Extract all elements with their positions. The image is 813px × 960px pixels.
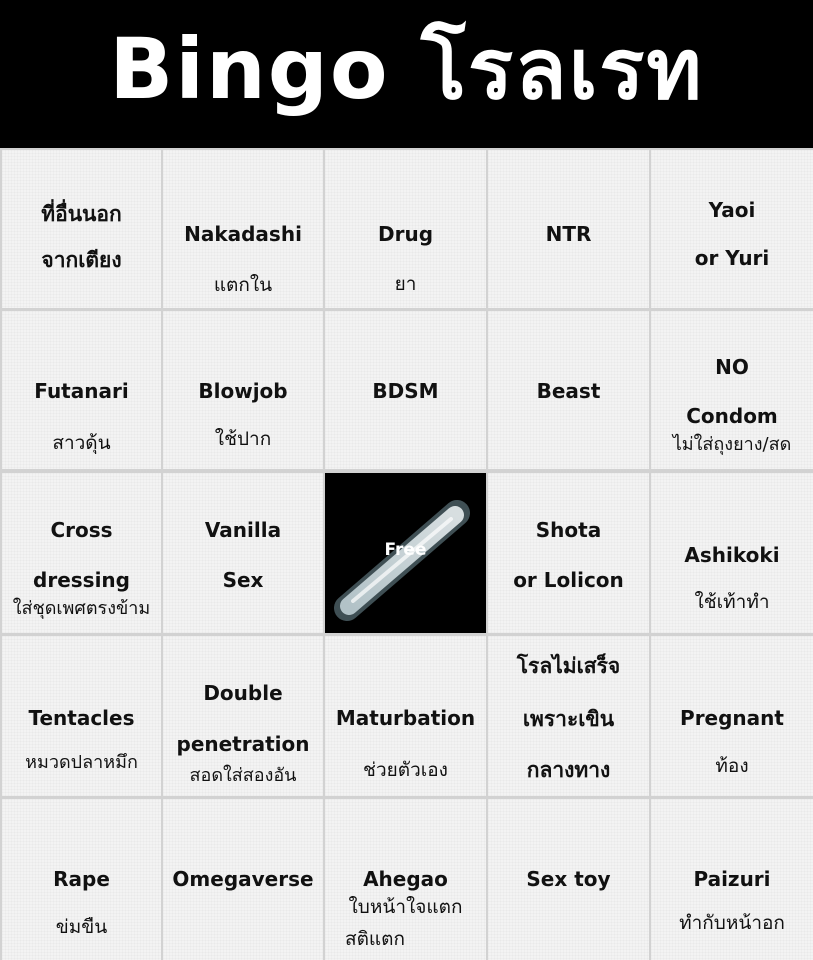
cell-sex-toy bbox=[488, 799, 649, 960]
cell-label-th: สาวดุ้น bbox=[52, 432, 111, 454]
cell-label-th: แตกใน bbox=[213, 274, 273, 296]
cell-label-en: or Lolicon bbox=[513, 568, 624, 592]
cell-label-en: Ahegao bbox=[363, 867, 448, 891]
cell-text: กลางทาง bbox=[526, 758, 611, 782]
cell-label-en: Nakadashi bbox=[184, 222, 302, 246]
cell-label-en: Cross bbox=[50, 518, 113, 542]
cell-label-en: Condom bbox=[686, 404, 778, 428]
cell-label-en: Tentacles bbox=[28, 706, 135, 730]
cell-no-condom bbox=[651, 311, 813, 469]
cell-outside-bed bbox=[2, 150, 161, 308]
cell-label-en: Pregnant bbox=[680, 706, 784, 730]
cell-label-th: ใบหน้าใจแตก bbox=[348, 896, 463, 918]
cell-pregnant bbox=[651, 636, 813, 796]
cell-label-en: Sex toy bbox=[526, 867, 611, 891]
cell-ashikoki bbox=[651, 473, 813, 633]
cell-cross-dressing bbox=[2, 473, 161, 633]
cell-label-th: ช่วยตัวเอง bbox=[363, 759, 448, 781]
cell-yaoi-yuri bbox=[651, 150, 813, 308]
cell-beast bbox=[488, 311, 649, 469]
bingo-title: Bingo โรลเรท bbox=[109, 20, 704, 118]
cell-label-en: BDSM bbox=[372, 379, 439, 403]
cell-label-th: ทำกับหน้าอก bbox=[679, 912, 785, 934]
cell-label-en: Drug bbox=[377, 222, 434, 246]
cell-label-en: Rape bbox=[53, 867, 110, 891]
cell-double-penetration bbox=[163, 636, 323, 796]
cell-label-en: Beast bbox=[536, 379, 601, 403]
cell-paizuri bbox=[651, 799, 813, 960]
cell-label-en: Ashikoki bbox=[684, 543, 780, 567]
cell-free bbox=[325, 473, 486, 633]
cell-label-th: ข่มขืน bbox=[55, 916, 108, 938]
cell-label-en: Futanari bbox=[34, 379, 129, 403]
cell-text: เพราะเขิน bbox=[522, 707, 615, 731]
cell-text: จากเตียง bbox=[41, 248, 122, 272]
cell-text: ที่อื่นนอก bbox=[41, 202, 122, 226]
cell-vanilla-sex bbox=[163, 473, 323, 633]
cell-label-th: ท้อง bbox=[715, 755, 749, 777]
cell-maturbation bbox=[325, 636, 486, 796]
cell-label-en: Double bbox=[203, 681, 283, 705]
cell-rape bbox=[2, 799, 161, 960]
cell-label-th: หมวดปลาหมึก bbox=[25, 752, 138, 773]
cell-shota-lolicon bbox=[488, 473, 649, 633]
cell-label-th: ไม่ใส่ถุงยาง/สด bbox=[672, 434, 792, 455]
cell-text: โรลไม่เสร็จ bbox=[516, 654, 621, 678]
cell-bdsm bbox=[325, 311, 486, 469]
cell-label-en: NTR bbox=[545, 222, 592, 246]
free-label: Free bbox=[384, 540, 427, 560]
cell-label-th: สติแตก bbox=[345, 928, 406, 950]
cell-label-en: Blowjob bbox=[198, 379, 288, 403]
cell-label-th: ยา bbox=[394, 273, 417, 295]
cell-label-en: Sex bbox=[222, 568, 264, 592]
cell-futanari bbox=[2, 311, 161, 469]
cell-label-th: ใส่ชุดเพศตรงข้าม bbox=[12, 598, 151, 619]
cell-drug bbox=[325, 150, 486, 308]
cell-label-th: สอดใส่สองอัน bbox=[189, 765, 297, 786]
cell-ahegao bbox=[325, 799, 486, 960]
cell-nakadashi bbox=[163, 150, 323, 308]
cell-label-en: Omegaverse bbox=[172, 867, 314, 891]
cell-tentacles bbox=[2, 636, 161, 796]
cell-label-en: Yaoi bbox=[708, 198, 756, 222]
bingo-grid bbox=[0, 148, 813, 960]
cell-roleplay-unfinished bbox=[488, 636, 649, 796]
cell-label-en: penetration bbox=[176, 732, 310, 756]
cell-label-en: or Yuri bbox=[694, 246, 770, 270]
cell-ntr bbox=[488, 150, 649, 308]
cell-omegaverse bbox=[163, 799, 323, 960]
title-banner bbox=[0, 0, 813, 148]
cell-label-en: Maturbation bbox=[335, 706, 476, 730]
cell-label-en: Paizuri bbox=[693, 867, 771, 891]
cell-label-en: Vanilla bbox=[204, 518, 282, 542]
cell-label-th: ใช้ปาก bbox=[214, 428, 272, 450]
cell-label-en: Shota bbox=[535, 518, 602, 542]
cell-label-en: NO bbox=[715, 355, 749, 379]
cell-label-en: dressing bbox=[33, 568, 130, 592]
cell-blowjob bbox=[163, 311, 323, 469]
cell-label-th: ใช้เท้าทำ bbox=[694, 591, 770, 613]
